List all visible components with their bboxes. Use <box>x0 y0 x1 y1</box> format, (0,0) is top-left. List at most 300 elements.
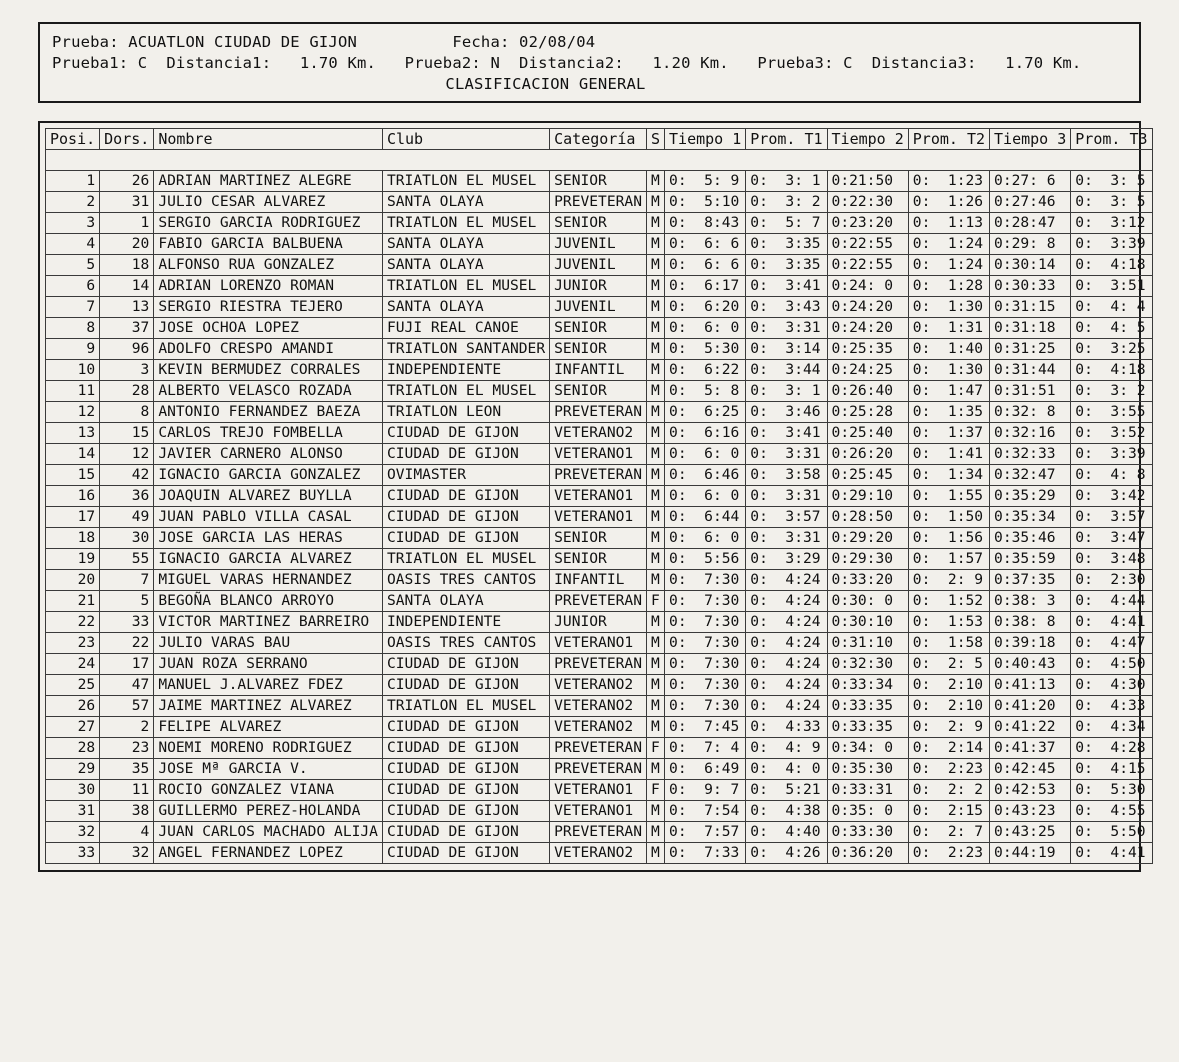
cell-bib: 2 <box>100 717 154 738</box>
table-row[interactable] <box>46 423 1153 444</box>
cell-category: JUVENIL <box>550 297 647 318</box>
cell-time1: 0: 6:20 <box>665 297 746 318</box>
cell-position: 15 <box>46 465 100 486</box>
table-row[interactable] <box>46 360 1153 381</box>
cell-club: CIUDAD DE GIJON <box>382 528 549 549</box>
cell-position: 13 <box>46 423 100 444</box>
table-row[interactable] <box>46 738 1153 759</box>
cell-club: SANTA OLAYA <box>382 297 549 318</box>
cell-sex: M <box>647 402 665 423</box>
cell-pace1: 0: 3:31 <box>746 318 827 339</box>
cell-name: JUAN PABLO VILLA CASAL <box>154 507 383 528</box>
cell-name: KEVIN BERMUDEZ CORRALES <box>154 360 383 381</box>
table-row[interactable] <box>46 276 1153 297</box>
cell-time1: 0: 6:46 <box>665 465 746 486</box>
table-row[interactable] <box>46 339 1153 360</box>
cell-time1: 0: 7:33 <box>665 843 746 864</box>
cell-category: PREVETERAN <box>550 402 647 423</box>
cell-club: CIUDAD DE GIJON <box>382 654 549 675</box>
cell-sex: M <box>647 801 665 822</box>
cell-category: VETERANO1 <box>550 801 647 822</box>
cell-pace1: 0: 3:57 <box>746 507 827 528</box>
col-header-club: Club <box>382 129 549 150</box>
cell-bib: 17 <box>100 654 154 675</box>
cell-sex: F <box>647 591 665 612</box>
table-spacer-cell <box>46 150 1153 171</box>
cell-time3: 0:31:18 <box>990 318 1071 339</box>
cell-club: SANTA OLAYA <box>382 234 549 255</box>
cell-pace3: 0: 3:57 <box>1071 507 1152 528</box>
cell-category: VETERANO1 <box>550 507 647 528</box>
cell-name: JUAN CARLOS MACHADO ALIJA <box>154 822 383 843</box>
table-row[interactable] <box>46 213 1153 234</box>
results-table-head <box>46 129 1153 150</box>
cell-time1: 0: 6:44 <box>665 507 746 528</box>
cell-category: INFANTIL <box>550 360 647 381</box>
cell-position: 27 <box>46 717 100 738</box>
cell-time3: 0:35:46 <box>990 528 1071 549</box>
cell-pace2: 0: 2: 2 <box>908 780 989 801</box>
cell-club: CIUDAD DE GIJON <box>382 444 549 465</box>
cell-time2: 0:28:50 <box>827 507 908 528</box>
cell-pace3: 0: 4:50 <box>1071 654 1152 675</box>
cell-time1: 0: 6: 6 <box>665 234 746 255</box>
cell-pace2: 0: 2: 9 <box>908 570 989 591</box>
cell-position: 22 <box>46 612 100 633</box>
cell-pace3: 0: 4:47 <box>1071 633 1152 654</box>
cell-time3: 0:38: 3 <box>990 591 1071 612</box>
cell-category: PREVETERAN <box>550 822 647 843</box>
cell-pace2: 0: 1:52 <box>908 591 989 612</box>
cell-time3: 0:31:15 <box>990 297 1071 318</box>
cell-time3: 0:43:23 <box>990 801 1071 822</box>
table-row[interactable] <box>46 696 1153 717</box>
cell-pace1: 0: 3:41 <box>746 276 827 297</box>
cell-position: 3 <box>46 213 100 234</box>
cell-bib: 20 <box>100 234 154 255</box>
cell-time3: 0:38: 8 <box>990 612 1071 633</box>
cell-pace2: 0: 2: 5 <box>908 654 989 675</box>
col-header-pace2: Prom. T2 <box>908 129 989 150</box>
cell-pace2: 0: 1:24 <box>908 255 989 276</box>
cell-sex: M <box>647 444 665 465</box>
cell-bib: 23 <box>100 738 154 759</box>
cell-club: CIUDAD DE GIJON <box>382 759 549 780</box>
cell-pace3: 0: 4:28 <box>1071 738 1152 759</box>
cell-time2: 0:24:25 <box>827 360 908 381</box>
cell-time2: 0:32:30 <box>827 654 908 675</box>
cell-pace1: 0: 3: 1 <box>746 171 827 192</box>
cell-position: 16 <box>46 486 100 507</box>
cell-time1: 0: 7:30 <box>665 633 746 654</box>
cell-pace2: 0: 2:15 <box>908 801 989 822</box>
cell-category: PREVETERAN <box>550 759 647 780</box>
cell-time3: 0:32:33 <box>990 444 1071 465</box>
cell-position: 9 <box>46 339 100 360</box>
cell-pace1: 0: 3:44 <box>746 360 827 381</box>
cell-pace3: 0: 3:48 <box>1071 549 1152 570</box>
cell-name: ALBERTO VELASCO ROZADA <box>154 381 383 402</box>
cell-time3: 0:35:29 <box>990 486 1071 507</box>
cell-time2: 0:33:31 <box>827 780 908 801</box>
cell-pace1: 0: 3:31 <box>746 528 827 549</box>
cell-position: 4 <box>46 234 100 255</box>
cell-sex: M <box>647 717 665 738</box>
cell-position: 17 <box>46 507 100 528</box>
cell-time3: 0:42:45 <box>990 759 1071 780</box>
cell-time3: 0:32: 8 <box>990 402 1071 423</box>
cell-sex: M <box>647 696 665 717</box>
cell-time2: 0:21:50 <box>827 171 908 192</box>
table-row[interactable] <box>46 192 1153 213</box>
cell-pace2: 0: 1:40 <box>908 339 989 360</box>
cell-sex: M <box>647 822 665 843</box>
cell-bib: 13 <box>100 297 154 318</box>
cell-bib: 31 <box>100 192 154 213</box>
cell-name: JULIO CESAR ALVAREZ <box>154 192 383 213</box>
cell-time1: 0: 6: 0 <box>665 318 746 339</box>
cell-pace3: 0: 4:30 <box>1071 675 1152 696</box>
results-table-body <box>46 150 1153 864</box>
cell-position: 28 <box>46 738 100 759</box>
cell-time2: 0:22:30 <box>827 192 908 213</box>
cell-bib: 33 <box>100 612 154 633</box>
cell-pace3: 0: 4:44 <box>1071 591 1152 612</box>
cell-sex: M <box>647 549 665 570</box>
cell-category: SENIOR <box>550 339 647 360</box>
cell-bib: 55 <box>100 549 154 570</box>
cell-category: SENIOR <box>550 213 647 234</box>
cell-category: PREVETERAN <box>550 192 647 213</box>
cell-name: SERGIO RIESTRA TEJERO <box>154 297 383 318</box>
cell-time1: 0: 5:10 <box>665 192 746 213</box>
cell-category: SENIOR <box>550 528 647 549</box>
cell-pace3: 0: 4:33 <box>1071 696 1152 717</box>
cell-category: VETERANO2 <box>550 423 647 444</box>
table-row[interactable] <box>46 801 1153 822</box>
cell-pace1: 0: 5: 7 <box>746 213 827 234</box>
cell-pace2: 0: 1:28 <box>908 276 989 297</box>
cell-time3: 0:28:47 <box>990 213 1071 234</box>
cell-time2: 0:35:30 <box>827 759 908 780</box>
cell-pace1: 0: 3:43 <box>746 297 827 318</box>
table-row[interactable] <box>46 444 1153 465</box>
cell-pace1: 0: 4:24 <box>746 612 827 633</box>
cell-time2: 0:36:20 <box>827 843 908 864</box>
cell-name: ALFONSO RUA GONZALEZ <box>154 255 383 276</box>
cell-name: JAIME MARTINEZ ALVAREZ <box>154 696 383 717</box>
col-header-pace3: Prom. T3 <box>1071 129 1152 150</box>
cell-time1: 0: 7: 4 <box>665 738 746 759</box>
cell-category: VETERANO1 <box>550 780 647 801</box>
cell-name: ADRIAN LORENZO ROMAN <box>154 276 383 297</box>
table-row[interactable] <box>46 465 1153 486</box>
cell-sex: M <box>647 528 665 549</box>
cell-sex: M <box>647 381 665 402</box>
cell-time2: 0:31:10 <box>827 633 908 654</box>
cell-name: ADRIAN MARTINEZ ALEGRE <box>154 171 383 192</box>
cell-category: PREVETERAN <box>550 465 647 486</box>
cell-name: JUAN ROZA SERRANO <box>154 654 383 675</box>
cell-time2: 0:22:55 <box>827 255 908 276</box>
cell-pace2: 0: 1:56 <box>908 528 989 549</box>
cell-time2: 0:24:20 <box>827 297 908 318</box>
cell-bib: 26 <box>100 171 154 192</box>
cell-pace2: 0: 2: 7 <box>908 822 989 843</box>
cell-position: 30 <box>46 780 100 801</box>
cell-time3: 0:35:59 <box>990 549 1071 570</box>
cell-pace1: 0: 4:33 <box>746 717 827 738</box>
cell-pace2: 0: 2:10 <box>908 696 989 717</box>
cell-pace1: 0: 3:58 <box>746 465 827 486</box>
cell-time1: 0: 7:30 <box>665 591 746 612</box>
cell-category: JUVENIL <box>550 234 647 255</box>
cell-pace1: 0: 3: 2 <box>746 192 827 213</box>
cell-pace3: 0: 4:18 <box>1071 360 1152 381</box>
cell-pace3: 0: 4:41 <box>1071 843 1152 864</box>
cell-time3: 0:29: 8 <box>990 234 1071 255</box>
cell-time1: 0: 6: 0 <box>665 528 746 549</box>
cell-pace3: 0: 4: 4 <box>1071 297 1152 318</box>
cell-pace2: 0: 2:10 <box>908 675 989 696</box>
cell-sex: M <box>647 423 665 444</box>
cell-category: VETERANO1 <box>550 633 647 654</box>
cell-name: JOSE GARCIA LAS HERAS <box>154 528 383 549</box>
col-header-name: Nombre <box>154 129 383 150</box>
cell-pace2: 0: 1:34 <box>908 465 989 486</box>
cell-bib: 57 <box>100 696 154 717</box>
cell-name: IGNACIO GARCIA GONZALEZ <box>154 465 383 486</box>
cell-time2: 0:26:20 <box>827 444 908 465</box>
table-row[interactable] <box>46 234 1153 255</box>
table-row[interactable] <box>46 759 1153 780</box>
cell-pace3: 0: 4: 5 <box>1071 318 1152 339</box>
cell-name: MIGUEL VARAS HERNANDEZ <box>154 570 383 591</box>
cell-name: IGNACIO GARCIA ALVAREZ <box>154 549 383 570</box>
cell-name: JULIO VARAS BAU <box>154 633 383 654</box>
cell-club: INDEPENDIENTE <box>382 360 549 381</box>
cell-time1: 0: 6:16 <box>665 423 746 444</box>
cell-club: CIUDAD DE GIJON <box>382 423 549 444</box>
col-header-time3: Tiempo 3 <box>990 129 1071 150</box>
table-row[interactable] <box>46 171 1153 192</box>
cell-time2: 0:33:34 <box>827 675 908 696</box>
cell-position: 6 <box>46 276 100 297</box>
cell-sex: M <box>647 276 665 297</box>
cell-time2: 0:29:20 <box>827 528 908 549</box>
cell-category: VETERANO1 <box>550 486 647 507</box>
cell-pace2: 0: 1:55 <box>908 486 989 507</box>
cell-pace1: 0: 4:24 <box>746 570 827 591</box>
cell-category: SENIOR <box>550 381 647 402</box>
cell-bib: 8 <box>100 402 154 423</box>
cell-pace3: 0: 4:55 <box>1071 801 1152 822</box>
cell-time2: 0:24:20 <box>827 318 908 339</box>
table-row[interactable] <box>46 654 1153 675</box>
cell-sex: M <box>647 843 665 864</box>
cell-club: TRIATLON EL MUSEL <box>382 549 549 570</box>
classification-title: CLASIFICACION GENERAL <box>445 75 646 93</box>
cell-time2: 0:35: 0 <box>827 801 908 822</box>
cell-club: TRIATLON EL MUSEL <box>382 696 549 717</box>
cell-pace2: 0: 1:30 <box>908 360 989 381</box>
cell-bib: 4 <box>100 822 154 843</box>
cell-time2: 0:23:20 <box>827 213 908 234</box>
cell-sex: M <box>647 255 665 276</box>
cell-category: SENIOR <box>550 171 647 192</box>
cell-time3: 0:32:47 <box>990 465 1071 486</box>
cell-time1: 0: 7:30 <box>665 612 746 633</box>
cell-pace1: 0: 3:31 <box>746 486 827 507</box>
table-row[interactable] <box>46 549 1153 570</box>
cell-position: 11 <box>46 381 100 402</box>
cell-time3: 0:27:46 <box>990 192 1071 213</box>
cell-bib: 37 <box>100 318 154 339</box>
cell-time1: 0: 6:25 <box>665 402 746 423</box>
cell-position: 12 <box>46 402 100 423</box>
col-header-time1: Tiempo 1 <box>665 129 746 150</box>
cell-time2: 0:33:35 <box>827 696 908 717</box>
table-row[interactable] <box>46 318 1153 339</box>
table-row[interactable] <box>46 822 1153 843</box>
cell-position: 19 <box>46 549 100 570</box>
cell-bib: 36 <box>100 486 154 507</box>
cell-time3: 0:31:44 <box>990 360 1071 381</box>
cell-pace3: 0: 5:50 <box>1071 822 1152 843</box>
cell-time1: 0: 6:49 <box>665 759 746 780</box>
col-header-category: Categoría <box>550 129 647 150</box>
cell-bib: 30 <box>100 528 154 549</box>
table-row[interactable] <box>46 297 1153 318</box>
cell-name: ADOLFO CRESPO AMANDI <box>154 339 383 360</box>
cell-pace1: 0: 4:24 <box>746 591 827 612</box>
cell-sex: M <box>647 171 665 192</box>
cell-club: SANTA OLAYA <box>382 192 549 213</box>
cell-club: OASIS TRES CANTOS <box>382 570 549 591</box>
table-row[interactable] <box>46 843 1153 864</box>
cell-category: PREVETERAN <box>550 591 647 612</box>
cell-name: FELIPE ALVAREZ <box>154 717 383 738</box>
cell-name: BEGOÑA BLANCO ARROYO <box>154 591 383 612</box>
cell-club: CIUDAD DE GIJON <box>382 486 549 507</box>
cell-pace2: 0: 1:53 <box>908 612 989 633</box>
cell-pace1: 0: 3:41 <box>746 423 827 444</box>
col-header-time2: Tiempo 2 <box>827 129 908 150</box>
cell-sex: M <box>647 234 665 255</box>
cell-club: OASIS TRES CANTOS <box>382 633 549 654</box>
cell-sex: M <box>647 612 665 633</box>
cell-position: 14 <box>46 444 100 465</box>
cell-bib: 32 <box>100 843 154 864</box>
cell-position: 31 <box>46 801 100 822</box>
col-header-position: Posi. <box>46 129 100 150</box>
cell-pace1: 0: 4:26 <box>746 843 827 864</box>
cell-pace3: 0: 3: 5 <box>1071 192 1152 213</box>
cell-bib: 5 <box>100 591 154 612</box>
results-table <box>45 128 1153 864</box>
cell-pace2: 0: 2:14 <box>908 738 989 759</box>
cell-pace3: 0: 3:52 <box>1071 423 1152 444</box>
cell-category: PREVETERAN <box>550 738 647 759</box>
table-row[interactable] <box>46 402 1153 423</box>
cell-position: 2 <box>46 192 100 213</box>
cell-category: JUNIOR <box>550 276 647 297</box>
cell-pace2: 0: 1:13 <box>908 213 989 234</box>
cell-pace1: 0: 3: 1 <box>746 381 827 402</box>
table-row[interactable] <box>46 717 1153 738</box>
cell-pace1: 0: 4:24 <box>746 696 827 717</box>
cell-time2: 0:25:35 <box>827 339 908 360</box>
cell-time3: 0:31:25 <box>990 339 1071 360</box>
cell-pace1: 0: 4: 0 <box>746 759 827 780</box>
cell-pace2: 0: 1:35 <box>908 402 989 423</box>
cell-club: CIUDAD DE GIJON <box>382 780 549 801</box>
table-row[interactable] <box>46 486 1153 507</box>
cell-category: PREVETERAN <box>550 654 647 675</box>
cell-pace3: 0: 3: 2 <box>1071 381 1152 402</box>
cell-name: SERGIO GARCIA RODRIGUEZ <box>154 213 383 234</box>
table-row[interactable] <box>46 381 1153 402</box>
cell-time2: 0:33:30 <box>827 822 908 843</box>
table-row[interactable] <box>46 591 1153 612</box>
cell-bib: 15 <box>100 423 154 444</box>
table-row[interactable] <box>46 675 1153 696</box>
cell-time3: 0:40:43 <box>990 654 1071 675</box>
cell-name: JOSE Mª GARCIA V. <box>154 759 383 780</box>
event-segments-line: Prueba1: C Distancia1: 1.70 Km. Prueba2: N Distancia2: 1.20 Km. Prueba3: C Distancia3: 1.70 Km. <box>52 54 1082 72</box>
cell-name: ANTONIO FERNANDEZ BAEZA <box>154 402 383 423</box>
cell-category: VETERANO2 <box>550 717 647 738</box>
cell-time3: 0:41:37 <box>990 738 1071 759</box>
table-row[interactable] <box>46 612 1153 633</box>
cell-category: JUVENIL <box>550 255 647 276</box>
table-row[interactable] <box>46 570 1153 591</box>
cell-pace1: 0: 4:40 <box>746 822 827 843</box>
cell-time3: 0:35:34 <box>990 507 1071 528</box>
cell-pace3: 0: 3:55 <box>1071 402 1152 423</box>
cell-time2: 0:30: 0 <box>827 591 908 612</box>
cell-name: JAVIER CARNERO ALONSO <box>154 444 383 465</box>
cell-position: 8 <box>46 318 100 339</box>
cell-position: 21 <box>46 591 100 612</box>
cell-sex: M <box>647 213 665 234</box>
table-row[interactable] <box>46 528 1153 549</box>
cell-time3: 0:37:35 <box>990 570 1071 591</box>
cell-time2: 0:26:40 <box>827 381 908 402</box>
cell-bib: 22 <box>100 633 154 654</box>
cell-pace2: 0: 1:37 <box>908 423 989 444</box>
cell-position: 25 <box>46 675 100 696</box>
table-row[interactable] <box>46 633 1153 654</box>
cell-pace1: 0: 5:21 <box>746 780 827 801</box>
cell-club: SANTA OLAYA <box>382 255 549 276</box>
cell-time2: 0:25:40 <box>827 423 908 444</box>
table-row[interactable] <box>46 780 1153 801</box>
cell-position: 33 <box>46 843 100 864</box>
cell-time1: 0: 5:56 <box>665 549 746 570</box>
cell-pace2: 0: 1:23 <box>908 171 989 192</box>
cell-club: TRIATLON EL MUSEL <box>382 213 549 234</box>
table-row[interactable] <box>46 507 1153 528</box>
table-header-row <box>46 129 1153 150</box>
cell-club: CIUDAD DE GIJON <box>382 801 549 822</box>
cell-position: 23 <box>46 633 100 654</box>
cell-pace2: 0: 1:58 <box>908 633 989 654</box>
cell-pace2: 0: 1:30 <box>908 297 989 318</box>
cell-bib: 47 <box>100 675 154 696</box>
table-row[interactable] <box>46 255 1153 276</box>
cell-pace3: 0: 3:47 <box>1071 528 1152 549</box>
